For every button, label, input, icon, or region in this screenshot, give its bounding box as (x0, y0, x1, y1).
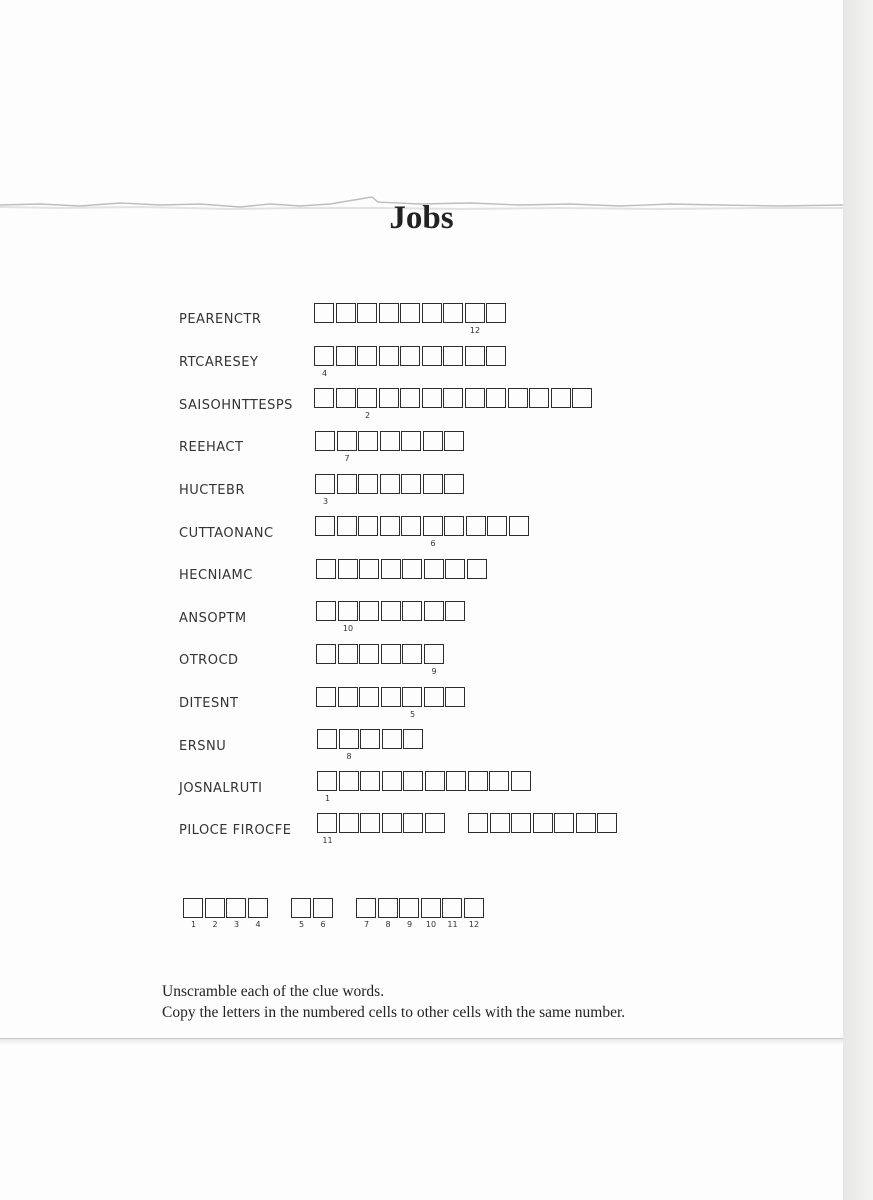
letter-cell[interactable] (445, 559, 465, 579)
letter-cell[interactable] (317, 813, 337, 833)
page-title: Jobs (389, 200, 454, 236)
letter-cell[interactable] (357, 346, 377, 366)
letter-cell[interactable] (380, 474, 400, 494)
letter-cell[interactable] (422, 346, 442, 366)
clue-word: JOSNALRUTI (179, 781, 263, 796)
letter-cell[interactable] (401, 474, 421, 494)
letter-cell[interactable] (443, 388, 463, 408)
letter-cell[interactable] (381, 644, 401, 664)
letter-cell[interactable] (490, 813, 510, 833)
letter-cell[interactable] (400, 346, 420, 366)
letter-cell[interactable] (379, 388, 399, 408)
letter-cell[interactable] (381, 559, 401, 579)
letter-cell[interactable] (359, 559, 379, 579)
letter-cell[interactable] (226, 898, 246, 918)
letter-cell[interactable] (336, 388, 356, 408)
letter-cell[interactable] (424, 644, 444, 664)
letter-cell[interactable] (400, 388, 420, 408)
letter-cell[interactable] (338, 601, 358, 621)
cell-number: 6 (320, 920, 326, 929)
cell-number: 1 (190, 920, 197, 929)
cell-number: 4 (321, 369, 328, 378)
cell-number: 11 (447, 920, 458, 929)
letter-cell[interactable] (358, 474, 378, 494)
letter-cell[interactable] (315, 474, 335, 494)
letter-cell[interactable] (316, 559, 336, 579)
letter-cell[interactable] (314, 346, 334, 366)
letter-cell[interactable] (486, 388, 506, 408)
letter-cell[interactable] (511, 771, 531, 791)
letter-cell[interactable] (446, 771, 466, 791)
clue-1-boxes (314, 303, 508, 335)
scanner-edge (843, 0, 873, 1200)
letter-cell[interactable] (337, 431, 357, 451)
letter-cell[interactable] (378, 898, 398, 918)
letter-cell[interactable] (356, 898, 376, 918)
letter-cell[interactable] (486, 346, 506, 366)
cell-number: 8 (346, 752, 352, 761)
letter-cell[interactable] (339, 729, 359, 749)
letter-cell[interactable] (597, 813, 617, 833)
letter-cell[interactable] (445, 601, 465, 621)
clue-2-boxes (314, 346, 508, 378)
letter-cell[interactable] (399, 898, 419, 918)
clue-4-boxes (315, 431, 466, 463)
instructions (162, 981, 625, 1023)
letter-cell[interactable] (314, 303, 334, 323)
letter-cell[interactable] (533, 813, 553, 833)
cell-number: 8 (385, 920, 391, 929)
clue-13-second-boxes (468, 813, 619, 834)
letter-cell[interactable] (380, 516, 400, 536)
clue-word: DITESNT (179, 696, 239, 711)
letter-cell[interactable] (442, 898, 462, 918)
letter-cell[interactable] (379, 346, 399, 366)
letter-cell[interactable] (401, 516, 421, 536)
letter-cell[interactable] (315, 516, 335, 536)
letter-cell[interactable] (336, 303, 356, 323)
letter-cell[interactable] (422, 303, 442, 323)
letter-cell[interactable] (337, 516, 357, 536)
letter-cell[interactable] (379, 303, 399, 323)
letter-cell[interactable] (468, 813, 488, 833)
letter-cell[interactable] (554, 813, 574, 833)
letter-cell[interactable] (487, 516, 507, 536)
clue-11-boxes (317, 729, 425, 761)
letter-cell[interactable] (360, 729, 380, 749)
letter-cell[interactable] (529, 388, 549, 408)
cell-number: 4 (255, 920, 261, 929)
clue-word: RTCARESEY (179, 355, 259, 370)
letter-cell[interactable] (508, 388, 528, 408)
clue-10-boxes (316, 687, 467, 719)
letter-cell[interactable] (551, 388, 571, 408)
letter-cell[interactable] (338, 687, 358, 707)
letter-cell[interactable] (338, 644, 358, 664)
cell-number: 12 (469, 326, 481, 335)
letter-cell[interactable] (422, 388, 442, 408)
letter-cell[interactable] (316, 687, 336, 707)
letter-cell[interactable] (339, 771, 359, 791)
letter-cell[interactable] (486, 303, 506, 323)
letter-cell[interactable] (572, 388, 592, 408)
letter-cell[interactable] (316, 644, 336, 664)
clue-5-boxes (315, 474, 466, 506)
letter-cell[interactable] (357, 303, 377, 323)
letter-cell[interactable] (403, 729, 423, 749)
letter-cell[interactable] (423, 516, 443, 536)
letter-cell[interactable] (403, 813, 423, 833)
cell-number: 5 (298, 920, 305, 929)
answer-group-3-boxes (356, 898, 485, 929)
letter-cell[interactable] (358, 516, 378, 536)
letter-cell[interactable] (313, 898, 333, 918)
letter-cell[interactable] (464, 898, 484, 918)
cell-number: 5 (409, 710, 416, 719)
answer-group-2-boxes (291, 898, 334, 929)
letter-cell[interactable] (381, 687, 401, 707)
letter-cell[interactable] (336, 346, 356, 366)
letter-cell[interactable] (465, 388, 485, 408)
clue-word: HECNIAMC (179, 568, 253, 583)
letter-cell[interactable] (382, 729, 402, 749)
letter-cell[interactable] (509, 516, 529, 536)
letter-cell[interactable] (576, 813, 596, 833)
letter-cell[interactable] (317, 771, 337, 791)
letter-cell[interactable] (444, 474, 464, 494)
clue-word: CUTTAONANC (179, 526, 274, 541)
letter-cell[interactable] (337, 474, 357, 494)
letter-cell[interactable] (402, 601, 422, 621)
letter-cell[interactable] (444, 431, 464, 451)
letter-cell[interactable] (443, 303, 463, 323)
clue-word: ERSNU (179, 739, 227, 754)
instruction-line-2: Copy the letters in the numbered cells to other cells with the same number. (162, 1004, 626, 1021)
cell-number: 7 (363, 920, 370, 929)
letter-cell[interactable] (357, 388, 377, 408)
clue-word: PEARENCTR (179, 312, 262, 327)
instruction-line-1: Unscramble each of the clue words. (162, 983, 385, 1000)
letter-cell[interactable] (443, 346, 463, 366)
letter-cell[interactable] (424, 687, 444, 707)
cell-number: 6 (430, 539, 436, 548)
clue-6-boxes (315, 516, 530, 548)
clue-3-boxes (314, 388, 594, 420)
answer-group-1-boxes (183, 898, 269, 929)
cell-number: 10 (342, 624, 354, 633)
cell-number: 2 (364, 411, 371, 420)
cell-number: 2 (212, 920, 218, 929)
letter-cell[interactable] (425, 771, 445, 791)
clue-word: PILOCE FIROCFE (179, 823, 292, 838)
letter-cell[interactable] (291, 898, 311, 918)
clue-7-boxes (316, 559, 488, 580)
letter-cell[interactable] (317, 729, 337, 749)
letter-cell[interactable] (315, 431, 335, 451)
letter-cell[interactable] (421, 898, 441, 918)
letter-cell[interactable] (403, 771, 423, 791)
letter-cell[interactable] (338, 559, 358, 579)
cell-number: 3 (322, 497, 329, 506)
letter-cell[interactable] (381, 601, 401, 621)
clue-word: ANSOPTM (179, 611, 247, 626)
letter-cell[interactable] (358, 431, 378, 451)
cell-number: 9 (406, 920, 413, 929)
letter-cell[interactable] (360, 771, 380, 791)
letter-cell[interactable] (465, 346, 485, 366)
letter-cell[interactable] (359, 601, 379, 621)
cell-number: 11 (322, 836, 333, 845)
letter-cell[interactable] (400, 303, 420, 323)
letter-cell[interactable] (382, 813, 402, 833)
cell-number: 1 (324, 794, 331, 803)
letter-cell[interactable] (489, 771, 509, 791)
clue-word: SAISOHNTTESPS (179, 398, 293, 413)
letter-cell[interactable] (424, 559, 444, 579)
letter-cell[interactable] (402, 644, 422, 664)
clue-12-boxes (317, 771, 532, 803)
letter-cell[interactable] (402, 687, 422, 707)
letter-cell[interactable] (401, 431, 421, 451)
letter-cell[interactable] (183, 898, 203, 918)
cell-number: 3 (233, 920, 240, 929)
letter-cell[interactable] (444, 516, 464, 536)
clue-9-boxes (316, 644, 445, 676)
letter-cell[interactable] (360, 813, 380, 833)
cell-number: 12 (468, 920, 480, 929)
letter-cell[interactable] (248, 898, 268, 918)
cell-number: 7 (344, 454, 350, 463)
letter-cell[interactable] (423, 431, 443, 451)
letter-cell[interactable] (424, 601, 444, 621)
letter-cell[interactable] (380, 431, 400, 451)
letter-cell[interactable] (382, 771, 402, 791)
clue-word: REEHACT (179, 440, 244, 455)
letter-cell[interactable] (423, 474, 443, 494)
letter-cell[interactable] (425, 813, 445, 833)
letter-cell[interactable] (205, 898, 225, 918)
letter-cell[interactable] (468, 771, 488, 791)
letter-cell[interactable] (359, 687, 379, 707)
letter-cell[interactable] (445, 687, 465, 707)
paper-fold (0, 1038, 843, 1045)
letter-cell[interactable] (511, 813, 531, 833)
clue-word: HUCTEBR (179, 483, 245, 498)
clue-13-boxes (317, 813, 446, 845)
letter-cell[interactable] (314, 388, 334, 408)
letter-cell[interactable] (465, 303, 485, 323)
cell-number: 10 (425, 920, 437, 929)
clue-word: OTROCD (179, 653, 239, 668)
letter-cell[interactable] (466, 516, 486, 536)
clue-8-boxes (316, 601, 467, 633)
letter-cell[interactable] (339, 813, 359, 833)
letter-cell[interactable] (316, 601, 336, 621)
cell-number: 9 (431, 667, 437, 676)
letter-cell[interactable] (467, 559, 487, 579)
letter-cell[interactable] (359, 644, 379, 664)
letter-cell[interactable] (402, 559, 422, 579)
